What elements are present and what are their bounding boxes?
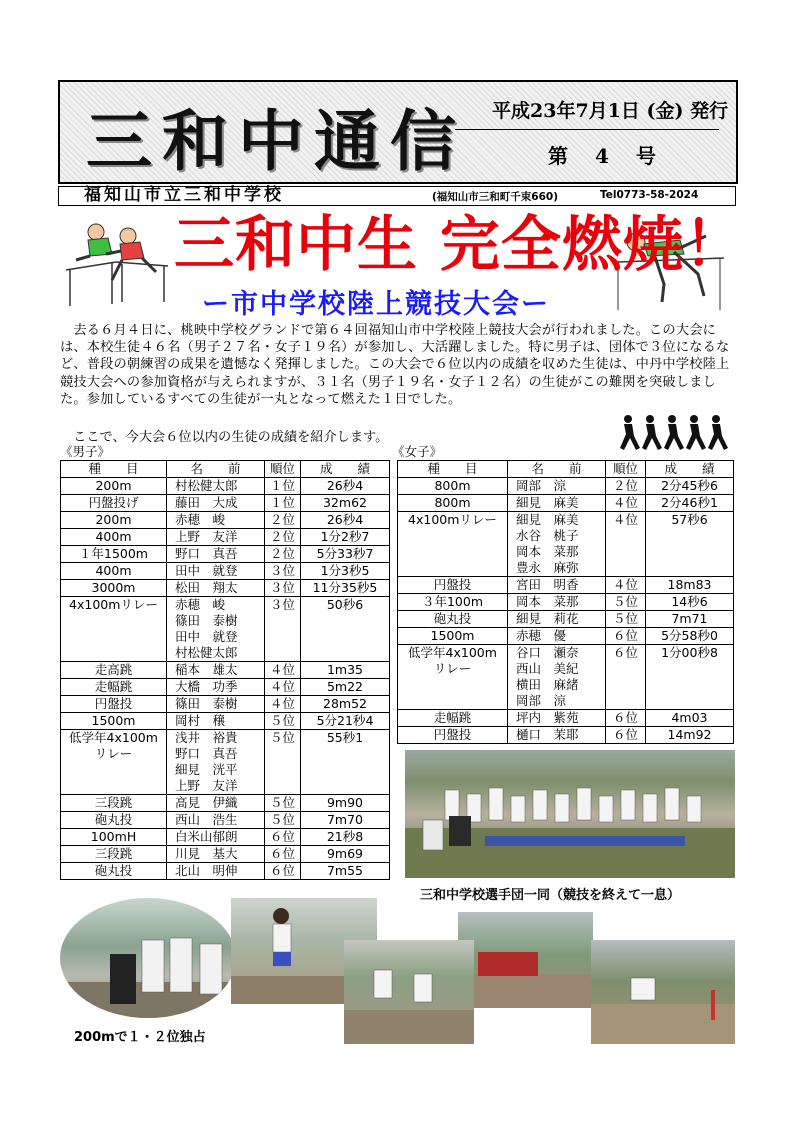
table-row <box>61 812 390 829</box>
cell-name: 谷口 瀬奈 西山 美紀 横田 麻緒 岡部 涼 <box>508 645 606 710</box>
school-address: (福知山市三和町千束660) <box>432 191 559 203</box>
cell-record: 1分00秒8 <box>646 645 734 710</box>
cell-name: 野口 真吾 <box>167 546 265 563</box>
cell-name: 赤穂 峻 篠田 泰樹 田中 就登 村松健太郎 <box>167 597 265 662</box>
boys-results-body <box>61 478 390 880</box>
table-row <box>61 529 390 546</box>
cell-record: 7m71 <box>646 611 734 628</box>
cell-rank: ５位 <box>265 812 301 829</box>
cell-event: 砲丸投 <box>61 812 167 829</box>
cell-event: 800m <box>398 478 508 495</box>
cell-rank: ５位 <box>606 611 646 628</box>
table-row <box>61 662 390 679</box>
cell-name: 浅井 裕貴 野口 真吾 細見 洸平 上野 友洋 <box>167 730 265 795</box>
intro-lead-in: ここで、今大会６位以内の生徒の成績を紹介します。 <box>60 430 389 445</box>
cell-rank: ３位 <box>265 597 301 662</box>
girls-section-label: 《女子》 <box>392 444 443 459</box>
table-row <box>61 863 390 880</box>
cell-record: 14m92 <box>646 727 734 744</box>
school-tel: Tel0773-58-2024 <box>600 189 699 201</box>
cell-rank: ４位 <box>265 696 301 713</box>
cell-rank: ５位 <box>606 594 646 611</box>
cell-event: 円盤投 <box>398 727 508 744</box>
high-jump-photo <box>458 912 593 1008</box>
cell-name: 北山 明伸 <box>167 863 265 880</box>
cell-record: 14秒6 <box>646 594 734 611</box>
cell-rank: ４位 <box>265 679 301 696</box>
cell-record: 55秒1 <box>301 730 390 795</box>
issue-date: 平成23年7月1日 (金) 発行 <box>492 100 729 122</box>
table-header-row <box>398 461 734 478</box>
boys-results-table <box>60 460 390 880</box>
cell-rank: ６位 <box>606 645 646 710</box>
cell-record: 21秒8 <box>301 829 390 846</box>
cell-rank: ３位 <box>265 563 301 580</box>
cell-name: 村松健太郎 <box>167 478 265 495</box>
cell-event: 円盤投 <box>61 696 167 713</box>
cell-record: 9m90 <box>301 795 390 812</box>
cell-rank: ５位 <box>265 713 301 730</box>
cell-name: 赤穂 峻 <box>167 512 265 529</box>
header-event: 種 目 <box>61 461 167 478</box>
cell-name: 岡本 菜那 <box>508 594 606 611</box>
cell-event: 低学年4x100m リレー <box>61 730 167 795</box>
cell-event: 4x100mリレー <box>61 597 167 662</box>
sprint-winners-photo <box>60 898 236 1018</box>
cell-event: ３年100m <box>398 594 508 611</box>
table-row <box>398 478 734 495</box>
table-row <box>398 628 734 645</box>
table-row <box>61 512 390 529</box>
header-rank: 順位 <box>265 461 301 478</box>
cell-name: 宮田 明香 <box>508 577 606 594</box>
cell-rank: ６位 <box>265 863 301 880</box>
cell-record: 1m35 <box>301 662 390 679</box>
cell-record: 57秒6 <box>646 512 734 577</box>
cell-record: 5分58秒0 <box>646 628 734 645</box>
cell-name: 上野 友洋 <box>167 529 265 546</box>
cell-record: 50秒6 <box>301 597 390 662</box>
cell-rank: ２位 <box>265 512 301 529</box>
cell-name: 篠田 泰樹 <box>167 696 265 713</box>
cell-rank: ６位 <box>606 628 646 645</box>
header-event: 種 目 <box>398 461 508 478</box>
table-row <box>61 580 390 597</box>
table-header-row <box>61 461 390 478</box>
cell-name: 細見 莉花 <box>508 611 606 628</box>
cell-name: 高見 伊織 <box>167 795 265 812</box>
school-name: 福知山市立三和中学校 <box>84 185 284 205</box>
cell-name: 稲本 雄太 <box>167 662 265 679</box>
cell-rank: ２位 <box>265 546 301 563</box>
running-silhouettes-icon <box>616 414 730 452</box>
table-row <box>61 713 390 730</box>
cell-name: 細見 麻美 <box>508 495 606 512</box>
girls-results-body <box>398 478 734 744</box>
cell-event: 走幅跳 <box>61 679 167 696</box>
cell-event: １年1500m <box>61 546 167 563</box>
cell-rank: ６位 <box>265 846 301 863</box>
cell-rank: ５位 <box>265 730 301 795</box>
cell-event: 400m <box>61 529 167 546</box>
relay-photo-2 <box>344 940 474 1044</box>
cell-rank: ３位 <box>265 580 301 597</box>
cell-rank: ４位 <box>265 662 301 679</box>
cell-event: 3000m <box>61 580 167 597</box>
cell-record: 11分35秒5 <box>301 580 390 597</box>
cell-record: 5分21秒4 <box>301 713 390 730</box>
table-row <box>398 512 734 577</box>
cell-event: 走高跳 <box>61 662 167 679</box>
cell-record: 2分45秒6 <box>646 478 734 495</box>
cell-record: 2分46秒1 <box>646 495 734 512</box>
cell-rank: ４位 <box>606 512 646 577</box>
cell-record: 18m83 <box>646 577 734 594</box>
table-row <box>61 846 390 863</box>
cell-rank: ４位 <box>606 577 646 594</box>
cell-event: 砲丸投 <box>61 863 167 880</box>
cell-record: 26秒4 <box>301 512 390 529</box>
subheadline: ー市中学校陸上競技大会ー <box>202 289 550 320</box>
cell-event: 1500m <box>61 713 167 730</box>
hurdlers-illustration <box>56 210 176 314</box>
table-row <box>61 679 390 696</box>
table-row <box>398 710 734 727</box>
table-row <box>398 495 734 512</box>
table-row <box>61 546 390 563</box>
table-row <box>398 594 734 611</box>
cell-rank: １位 <box>265 495 301 512</box>
cell-event: 低学年4x100m リレー <box>398 645 508 710</box>
cell-record: 26秒4 <box>301 478 390 495</box>
cell-record: 7m70 <box>301 812 390 829</box>
cell-rank: ５位 <box>265 795 301 812</box>
team-photo <box>405 750 735 878</box>
issue-divider <box>455 129 719 130</box>
cell-record: 4m03 <box>646 710 734 727</box>
table-row <box>61 696 390 713</box>
cell-rank: ６位 <box>606 710 646 727</box>
cell-name: 藤田 大成 <box>167 495 265 512</box>
cell-event: 800m <box>398 495 508 512</box>
cell-rank: １位 <box>265 478 301 495</box>
cell-rank: ４位 <box>606 495 646 512</box>
cell-event: 4x100mリレー <box>398 512 508 577</box>
sprint-photo-caption: 200mで１・２位独占 <box>74 1030 206 1045</box>
cell-name: 樋口 茉耶 <box>508 727 606 744</box>
table-row <box>61 795 390 812</box>
cell-record: 32m62 <box>301 495 390 512</box>
cell-record: 7m55 <box>301 863 390 880</box>
cell-name: 大橋 功季 <box>167 679 265 696</box>
cell-rank: ２位 <box>606 478 646 495</box>
cell-name: 岡部 涼 <box>508 478 606 495</box>
table-row <box>398 577 734 594</box>
girls-results-table <box>397 460 734 744</box>
cell-event: 走幅跳 <box>398 710 508 727</box>
cell-rank: ６位 <box>265 829 301 846</box>
cell-record: 28m52 <box>301 696 390 713</box>
cell-rank: ２位 <box>265 529 301 546</box>
cell-event: 三段跳 <box>61 846 167 863</box>
header-record: 成 績 <box>301 461 390 478</box>
table-row <box>398 611 734 628</box>
cell-name: 坪内 紫苑 <box>508 710 606 727</box>
cell-name: 田中 就登 <box>167 563 265 580</box>
header-name: 名 前 <box>508 461 606 478</box>
cell-name: 岡村 穣 <box>167 713 265 730</box>
cell-record: 5m22 <box>301 679 390 696</box>
table-row <box>61 495 390 512</box>
cell-event: 100mH <box>61 829 167 846</box>
cell-event: 砲丸投 <box>398 611 508 628</box>
table-row <box>61 730 390 795</box>
cell-record: 5分33秒7 <box>301 546 390 563</box>
cell-event: 200m <box>61 512 167 529</box>
cell-event: 400m <box>61 563 167 580</box>
cell-record: 1分2秒7 <box>301 529 390 546</box>
headline: 三和中生 完全燃焼！ <box>174 210 745 280</box>
cell-event: 三段跳 <box>61 795 167 812</box>
table-row <box>61 563 390 580</box>
newsletter-title: 三和中通信 <box>86 102 466 180</box>
header-name: 名 前 <box>167 461 265 478</box>
cell-name: 松田 翔太 <box>167 580 265 597</box>
issue-number: 第 4 号 <box>548 144 666 168</box>
cell-name: 白米山郁朗 <box>167 829 265 846</box>
cell-name: 細見 麻美 水谷 桃子 岡本 菜那 豊永 麻弥 <box>508 512 606 577</box>
cell-rank: ６位 <box>606 727 646 744</box>
header-rank: 順位 <box>606 461 646 478</box>
table-row <box>61 597 390 662</box>
team-photo-caption: 三和中学校選手団一同（競技を終えて一息） <box>420 888 681 903</box>
cell-event: 円盤投げ <box>61 495 167 512</box>
cell-name: 川見 基大 <box>167 846 265 863</box>
header-record: 成 績 <box>646 461 734 478</box>
cell-event: 円盤投 <box>398 577 508 594</box>
cell-event: 200m <box>61 478 167 495</box>
cell-record: 9m69 <box>301 846 390 863</box>
intro-paragraph: 去る６月４日に、桃映中学校グランドで第６４回福知山市中学校陸上競技大会が行われました。この大会には、本校生徒４６名（男子２７名・女子１９名）が参加し、大活躍しました。特に男子は、団体で３位になるなど、普段の朝練習の成果を遺憾なく発揮しました。この大会で６位以内の成績を収めた生徒は、中丹中学校陸上競技大会への参加資格が与えられますが、３１名（男子１９名・女子１２名）の生徒がこの難関を突破しました。参加しているすべての生徒が一丸となって燃えた１日でした。 <box>60 323 730 407</box>
table-row <box>398 645 734 710</box>
cell-name: 西山 浩生 <box>167 812 265 829</box>
cell-event: 1500m <box>398 628 508 645</box>
table-row <box>398 727 734 744</box>
cell-name: 赤穂 優 <box>508 628 606 645</box>
table-row <box>61 478 390 495</box>
cell-record: 1分3秒5 <box>301 563 390 580</box>
table-row <box>61 829 390 846</box>
long-jump-photo <box>591 940 735 1044</box>
boys-section-label: 《男子》 <box>60 444 111 459</box>
